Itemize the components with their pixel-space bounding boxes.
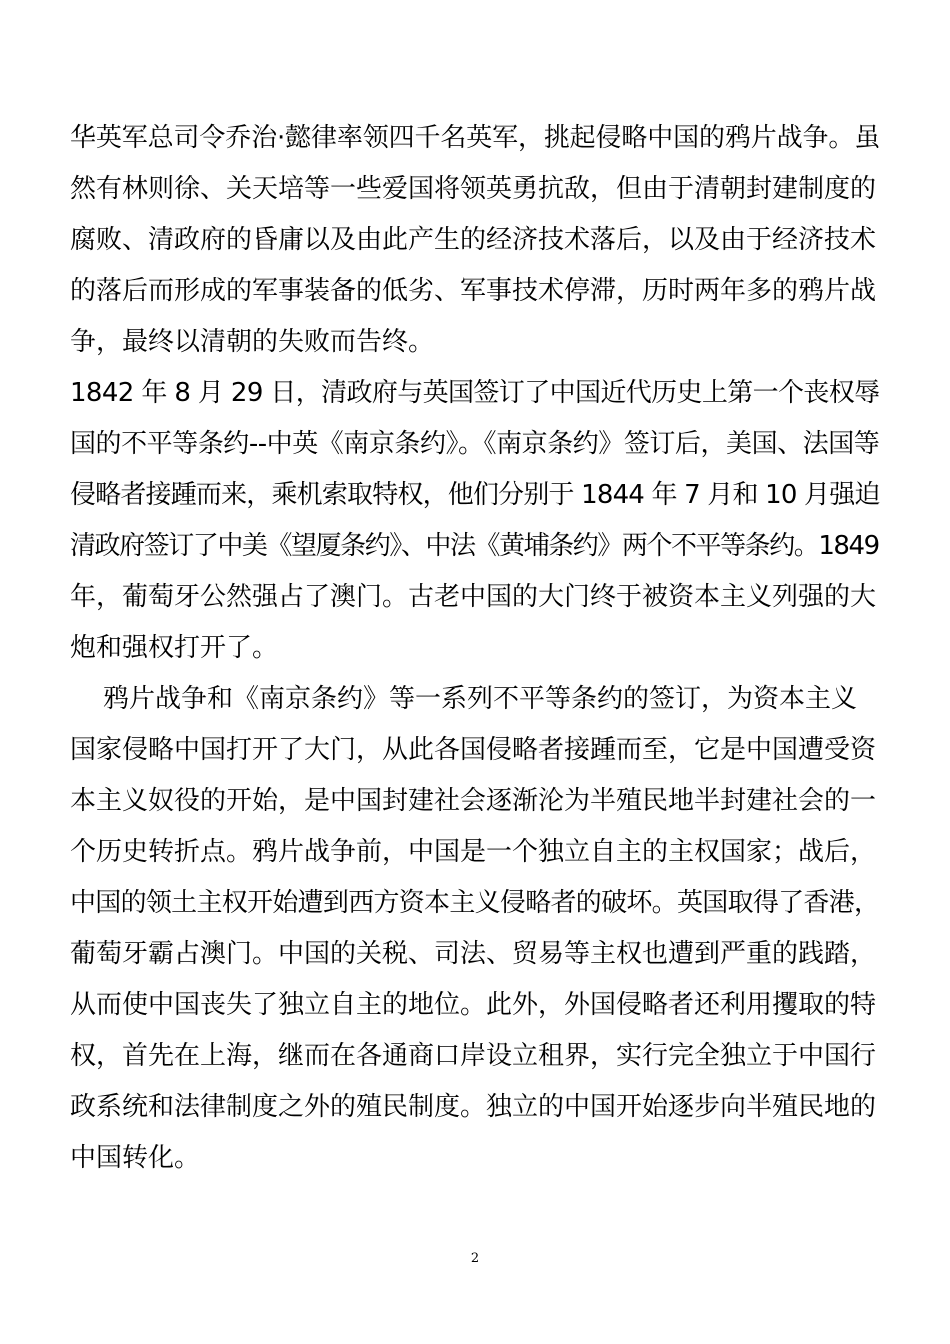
paragraph-2-line-5: 年，葡萄牙公然强占了澳门。古老中国的大门终于被资本主义列强的大 <box>70 582 877 612</box>
paragraph-3-line-3: 本主义奴役的开始，是中国封建社会逐渐沦为半殖民地半封建社会的一 <box>70 786 877 816</box>
paragraph-3-line-8: 权，首先在上海，继而在各通商口岸设立租界，实行完全独立于中国行 <box>70 1041 877 1071</box>
page-number: 2 <box>470 1251 480 1266</box>
paragraph-3-line-1: 鸦片战争和《南京条约》等一系列不平等条约的签订，为资本主义 <box>70 684 858 714</box>
paragraph-2-line-1: 1842 年 8 月 29 日，清政府与英国签订了中国近代历史上第一个丧权辱 <box>70 378 880 408</box>
paragraph-3-line-10: 中国转化。 <box>70 1143 201 1173</box>
paragraph-1-line-5: 争，最终以清朝的失败而告终。 <box>70 327 435 357</box>
paragraph-1-line-2: 然有林则徐、关天培等一些爱国将领英勇抗敌，但由于清朝封建制度的 <box>70 174 877 204</box>
paragraph-3-line-4: 个历史转折点。鸦片战争前，中国是一个独立自主的主权国家；战后， <box>70 837 877 867</box>
paragraph-2-line-3: 侵略者接踵而来，乘机索取特权，他们分别于 1844 年 7 月和 10 月强迫 <box>70 480 880 510</box>
paragraph-3-line-5: 中国的领土主权开始遭到西方资本主义侵略者的破坏。英国取得了香港， <box>70 888 880 918</box>
paragraph-1-line-1: 华英军总司令乔治·懿律率领四千名英军，挑起侵略中国的鸦片战争。虽 <box>70 123 881 153</box>
paragraph-2-line-4: 清政府签订了中美《望厦条约》、中法《黄埔条约》两个不平等条约。1849 <box>70 531 879 561</box>
paragraph-2-line-6: 炮和强权打开了。 <box>70 633 279 663</box>
paragraph-1-line-4: 的落后而形成的军事装备的低劣、军事技术停滞，历时两年多的鸦片战 <box>70 276 877 306</box>
paragraph-3-line-6: 葡萄牙霸占澳门。中国的关税、司法、贸易等主权也遭到严重的践踏， <box>70 939 877 969</box>
paragraph-3-line-9: 政系统和法律制度之外的殖民制度。独立的中国开始逐步向半殖民地的 <box>70 1092 877 1122</box>
paragraph-3-line-7: 从而使中国丧失了独立自主的地位。此外，外国侵略者还利用攫取的特 <box>70 990 877 1020</box>
paragraph-2-line-2: 国的不平等条约--中英《南京条约》。《南京条约》签订后，美国、法国等 <box>70 429 880 459</box>
paragraph-3-line-2: 国家侵略中国打开了大门，从此各国侵略者接踵而至，它是中国遭受资 <box>70 735 877 765</box>
paragraph-1-line-3: 腐败、清政府的昏庸以及由此产生的经济技术落后，以及由于经济技术 <box>70 225 877 255</box>
